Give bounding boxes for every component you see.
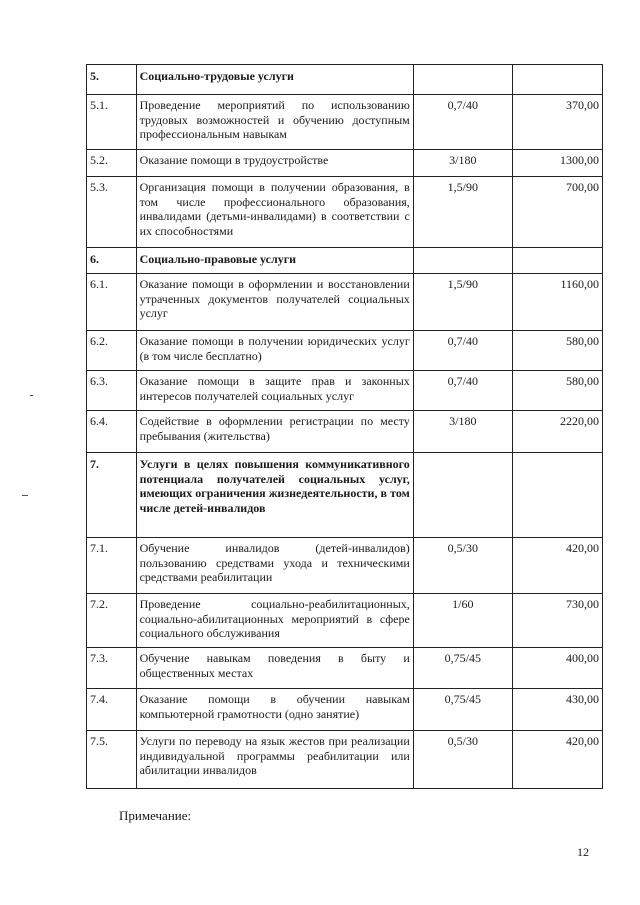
row-price bbox=[512, 453, 602, 538]
row-description: Услуги в целях повышения коммуникативного потенциала получателей социальных услуг, имеющих ограничения жизнедеятельности, в том числе детей-инвалидов bbox=[136, 453, 413, 538]
row-code: 5.3. bbox=[87, 177, 137, 248]
row-price: 730,00 bbox=[512, 594, 602, 648]
row-time-norm: 1,5/90 bbox=[413, 177, 512, 248]
row-time-norm: 0,7/40 bbox=[413, 95, 512, 150]
row-description: Услуги по переводу на язык жестов при реализации индивидуальной программы реабилитации или абилитации инвалидов bbox=[136, 731, 413, 789]
row-description: Социально-правовые услуги bbox=[136, 248, 413, 274]
table-section-row bbox=[87, 65, 603, 95]
margin-mark bbox=[22, 495, 28, 496]
table-row bbox=[87, 371, 603, 411]
row-time-norm bbox=[413, 453, 512, 538]
row-description: Проведение социально-реабилитационных, социально-абилитационных мероприятий в сфере социального обслуживания bbox=[136, 594, 413, 648]
table-row bbox=[87, 731, 603, 789]
table-row bbox=[87, 594, 603, 648]
row-time-norm bbox=[413, 248, 512, 274]
row-description: Проведение мероприятий по использованию трудовых возможностей и обучению доступным профессиональным навыкам bbox=[136, 95, 413, 150]
row-description: Обучение навыкам поведения в быту и общественных местах bbox=[136, 648, 413, 689]
row-description: Оказание помощи в трудоустройстве bbox=[136, 150, 413, 177]
row-code: 7.5. bbox=[87, 731, 137, 789]
row-code: 6.2. bbox=[87, 331, 137, 371]
table-row bbox=[87, 538, 603, 594]
table-row bbox=[87, 648, 603, 689]
row-description: Социально-трудовые услуги bbox=[136, 65, 413, 95]
row-price: 1300,00 bbox=[512, 150, 602, 177]
row-price: 580,00 bbox=[512, 371, 602, 411]
row-time-norm: 0,7/40 bbox=[413, 331, 512, 371]
note-label: Примечание: bbox=[119, 808, 192, 823]
row-code: 6. bbox=[87, 248, 137, 274]
row-time-norm: 1/60 bbox=[413, 594, 512, 648]
table-row bbox=[87, 331, 603, 371]
row-price: 1160,00 bbox=[512, 274, 602, 331]
row-price: 420,00 bbox=[512, 538, 602, 594]
table-section-row bbox=[87, 453, 603, 538]
row-description: Оказание помощи в получении юридических услуг (в том числе бесплатно) bbox=[136, 331, 413, 371]
row-code: 7.1. bbox=[87, 538, 137, 594]
row-code: 5.1. bbox=[87, 95, 137, 150]
row-code: 6.1. bbox=[87, 274, 137, 331]
row-code: 7. bbox=[87, 453, 137, 538]
row-time-norm bbox=[413, 65, 512, 95]
row-time-norm: 3/180 bbox=[413, 150, 512, 177]
row-description: Организация помощи в получении образования, в том числе профессионального образования, инвалидами (детьми-инвалидами) в соответствии с их способностями bbox=[136, 177, 413, 248]
row-description: Содействие в оформлении регистрации по месту пребывания (жительства) bbox=[136, 411, 413, 453]
services-table bbox=[86, 64, 603, 789]
row-price bbox=[512, 65, 602, 95]
row-code: 5.2. bbox=[87, 150, 137, 177]
row-description: Оказание помощи в обучении навыкам компьютерной грамотности (одно занятие) bbox=[136, 689, 413, 731]
table-row bbox=[87, 150, 603, 177]
row-time-norm: 0,7/40 bbox=[413, 371, 512, 411]
page-number: 12 bbox=[577, 845, 589, 859]
services-table-body bbox=[87, 65, 603, 789]
table-section-row bbox=[87, 248, 603, 274]
row-time-norm: 3/180 bbox=[413, 411, 512, 453]
row-description: Обучение инвалидов (детей-инвалидов) пользованию средствами ухода и техническими средствами реабилитации bbox=[136, 538, 413, 594]
row-code: 6.3. bbox=[87, 371, 137, 411]
row-time-norm: 0,75/45 bbox=[413, 648, 512, 689]
row-description: Оказание помощи в оформлении и восстановлении утраченных документов получателей социальных услуг bbox=[136, 274, 413, 331]
row-code: 6.4. bbox=[87, 411, 137, 453]
row-code: 7.2. bbox=[87, 594, 137, 648]
row-price: 420,00 bbox=[512, 731, 602, 789]
row-price: 430,00 bbox=[512, 689, 602, 731]
table-row bbox=[87, 95, 603, 150]
row-code: 7.4. bbox=[87, 689, 137, 731]
row-price: 2220,00 bbox=[512, 411, 602, 453]
table-row bbox=[87, 274, 603, 331]
row-price: 370,00 bbox=[512, 95, 602, 150]
table-row bbox=[87, 411, 603, 453]
row-description: Оказание помощи в защите прав и законных интересов получателей социальных услуг bbox=[136, 371, 413, 411]
row-price: 700,00 bbox=[512, 177, 602, 248]
row-code: 7.3. bbox=[87, 648, 137, 689]
row-price bbox=[512, 248, 602, 274]
margin-mark bbox=[30, 395, 33, 396]
row-time-norm: 0,5/30 bbox=[413, 538, 512, 594]
table-row bbox=[87, 689, 603, 731]
row-price: 400,00 bbox=[512, 648, 602, 689]
row-time-norm: 0,75/45 bbox=[413, 689, 512, 731]
table-row bbox=[87, 177, 603, 248]
row-code: 5. bbox=[87, 65, 137, 95]
row-time-norm: 1,5/90 bbox=[413, 274, 512, 331]
row-price: 580,00 bbox=[512, 331, 602, 371]
row-time-norm: 0,5/30 bbox=[413, 731, 512, 789]
